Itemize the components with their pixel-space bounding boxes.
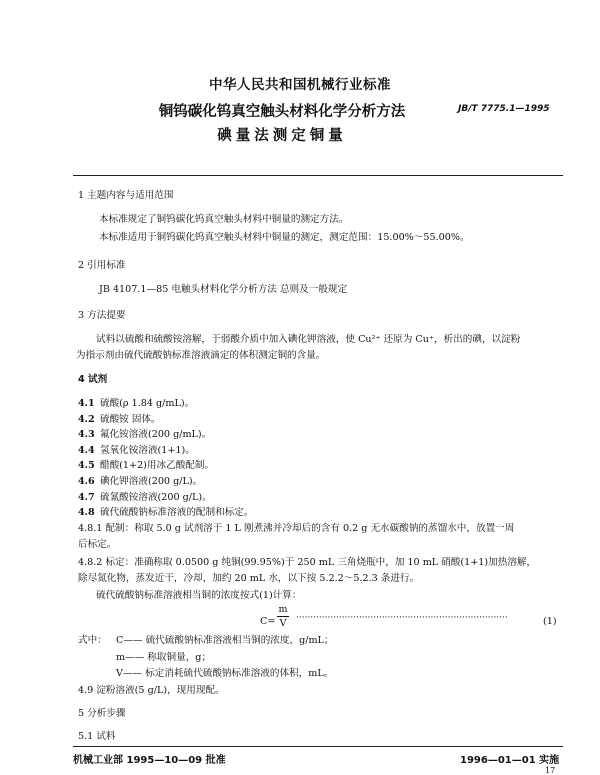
formula-lhs: C= — [260, 616, 276, 627]
item-text: 硫氰酸铵溶液(200 g/L)。 — [100, 491, 212, 503]
section-4-heading: 4 试剂 — [78, 374, 108, 385]
section-3-heading: 3 方法提要 — [78, 310, 126, 321]
item-number: 4.4 — [78, 444, 95, 456]
item-number: 4.1 — [78, 398, 95, 409]
list-item — [78, 458, 558, 474]
item-number: 4.6 — [78, 475, 95, 487]
section-2-heading: 2 引用标准 — [78, 260, 126, 271]
item-number: 4.5 — [78, 460, 95, 472]
formula-leader-dots: ·········································································· — [296, 613, 508, 623]
item-number: 4.8 — [78, 507, 95, 519]
section-1-para-2: 本标准适用于铜钨碳化钨真空触头材料中铜量的测定，测定范围：15.00%～55.00%。 — [99, 232, 470, 243]
item-text: 氢氧化铵溶液(1+1)。 — [100, 444, 195, 456]
item-4-8-1-line1: 4.8.1 配制：称取 5.0 g 试剂溶于 1 L 刚煮沸并冷却后的含有 0.2 g 无水碳酸钠的蒸馏水中，放置一周 — [78, 523, 515, 534]
section-3-para-line2: 为指示剂由硫代硫酸钠标准溶液滴定的体积测定铜的含量。 — [76, 350, 326, 361]
item-text: 硫酸(ρ 1.84 g/mL)。 — [100, 398, 195, 409]
list-item — [78, 490, 558, 506]
item-number: 4.2 — [78, 413, 95, 425]
variable-definition: C—— 硫代硫酸钠标准溶液相当铜的浓度，g/mL； — [116, 635, 334, 646]
footer-rule — [73, 746, 563, 747]
list-item — [78, 505, 558, 521]
item-4-8-2-line1: 4.8.2 标定：准确称取 0.0500 g 纯铜(99.95%)于 250 mL 三角烧瓶中，加 10 mL 硝酸(1+1)加热溶解， — [78, 557, 537, 568]
section-5-1-heading: 5.1 试料 — [78, 731, 116, 742]
section-1-para-1: 本标准规定了铜钨碳化钨真空触头材料中铜量的测定方法。 — [99, 214, 349, 225]
list-item — [78, 443, 558, 459]
reference-item: JB 4107.1—85 电触头材料化学分析方法 总则及一般规定 — [99, 284, 348, 295]
variable-definition: V—— 标定消耗硫代硫酸钠标准溶液的体积，mL。 — [116, 668, 334, 679]
item-number: 4.3 — [78, 429, 95, 441]
item-text: 碘化钾溶液(200 g/L)。 — [100, 475, 203, 487]
page-number: 17 — [545, 766, 556, 775]
section-3-para-line1: 试料以硫酸和硫酸铵溶解，于弱酸介质中加入碘化钾溶液，使 Cu²⁺ 还原为 Cu⁺，析出的碘，以淀粉 — [96, 334, 521, 345]
item-4-9: 4.9 淀粉溶液(5 g/L)，现用现配。 — [78, 685, 225, 696]
list-item — [78, 412, 558, 428]
formula-number: (1) — [543, 616, 557, 627]
approval-date: 机械工业部 1995—10—09 批准 — [73, 755, 226, 766]
reagent-list — [78, 396, 558, 521]
section-5-heading: 5 分析步骤 — [78, 708, 126, 719]
formula-numerator: m — [278, 604, 288, 615]
section-1-heading: 1 主题内容与适用范围 — [78, 190, 174, 201]
header-rule — [73, 175, 563, 176]
standard-code: JB/T 7775.1—1995 — [458, 104, 550, 114]
variable-definition: m—— 称取铜量，g； — [116, 652, 212, 663]
calc-instruction: 硫代硫酸钠标准溶液相当铜的浓度按式(1)计算： — [96, 590, 302, 601]
effective-date: 1996—01—01 实施 — [460, 755, 560, 766]
doc-title-line2: 碘量法测定铜量 — [217, 128, 347, 144]
item-text: 硫代硫酸钠标准溶液的配制和标定。 — [100, 507, 254, 519]
item-number: 4.7 — [78, 491, 95, 503]
formula-fraction — [277, 604, 289, 629]
list-item — [78, 474, 558, 490]
fraction-bar — [277, 616, 289, 617]
item-text: 醋酸(1+2)用冰乙酸配制。 — [100, 460, 215, 472]
standard-org: 中华人民共和国机械行业标准 — [209, 77, 391, 93]
item-text: 氟化铵溶液(200 g/mL)。 — [100, 429, 212, 441]
item-4-8-1-line2: 后标定。 — [78, 539, 117, 550]
list-item — [78, 427, 558, 443]
doc-title-line1: 铜钨碳化钨真空触头材料化学分析方法 — [158, 104, 406, 120]
where-label: 式中： — [78, 635, 107, 646]
item-4-8-2-line2: 除尽氮化物，蒸发近干，冷却，加约 20 mL 水，以下按 5.2.2～5.2.3 条进行。 — [78, 573, 420, 584]
list-item — [78, 396, 558, 412]
item-text: 硫酸铵 固体。 — [100, 413, 161, 425]
formula-denominator: V — [279, 618, 287, 629]
